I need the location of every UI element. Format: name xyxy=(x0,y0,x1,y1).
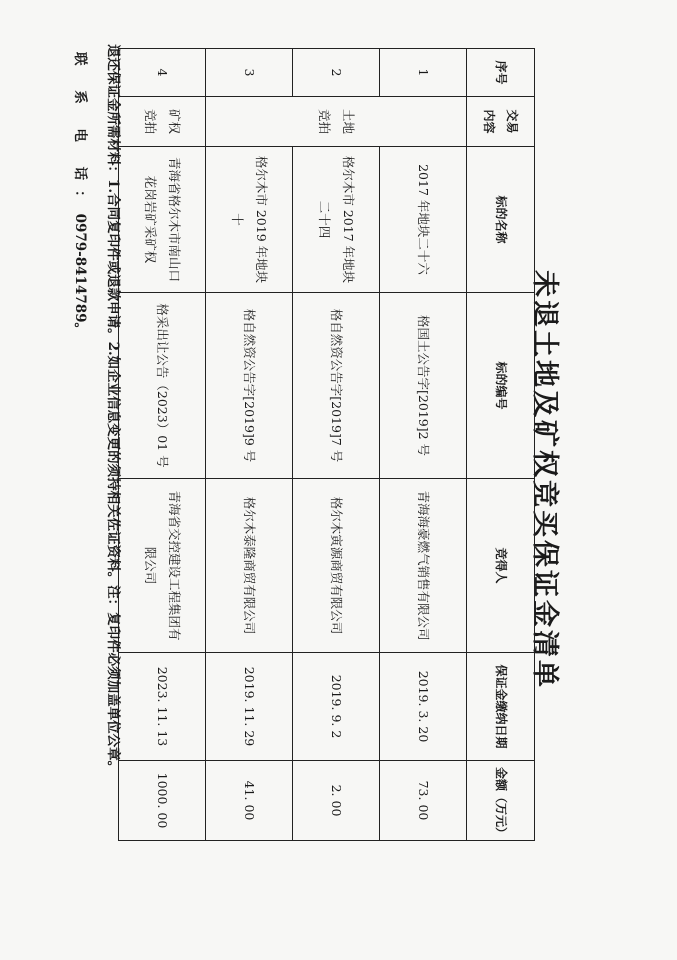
cell-date: 2023. 11. 13 xyxy=(119,653,206,761)
cell-name: 2017 年地块二十六 xyxy=(380,147,467,293)
cell-amount: 41. 00 xyxy=(206,761,293,841)
cell-date: 2019. 11. 29 xyxy=(206,653,293,761)
cell-name: 青海省格尔木市南山口花岗岩矿采矿权 xyxy=(119,147,206,293)
cell-winner: 青海省交控建设工程集团有限公司 xyxy=(119,479,206,653)
cell-number: 格采出让公告（2023）01 号 xyxy=(119,293,206,479)
table-header-row xyxy=(467,49,535,841)
cell-index: 3 xyxy=(206,49,293,97)
table-row xyxy=(293,49,380,841)
cell-winner: 格尔木泰隆商贸有限公司 xyxy=(206,479,293,653)
contact-phone: 0979-8414789。 xyxy=(72,213,88,337)
cell-name: 格尔木市 2019 年地块十 xyxy=(206,147,293,293)
trade-type-land-line1: 土地 xyxy=(340,108,356,134)
cell-index: 1 xyxy=(380,49,467,97)
cell-trade-type-mine xyxy=(119,97,206,147)
cell-winner: 格尔木寅源商贸有限公司 xyxy=(293,479,380,653)
cell-trade-type-land xyxy=(206,97,467,147)
cell-index: 2 xyxy=(293,49,380,97)
bond-table xyxy=(118,48,535,841)
cell-winner: 青海海豪燃气销售有限公司 xyxy=(380,479,467,653)
header-amount: 金额（万元） xyxy=(467,761,535,841)
materials-note: 退还保证金所需材料：1.合同复印件或退款申请。2.如企业信息变更的须持相关佐证资料。注：复印件必须加盖单位公章。 xyxy=(105,44,121,775)
header-number: 标的编号 xyxy=(467,293,535,479)
trade-type-land-line2: 竞拍 xyxy=(317,108,332,134)
header-name: 标的名称 xyxy=(467,147,535,293)
cell-number: 格自然资公告字[2019]9 号 xyxy=(206,293,293,479)
trade-type-mine-line2: 竞拍 xyxy=(143,108,158,134)
cell-date: 2019. 9. 2 xyxy=(293,653,380,761)
header-trade-line1: 交易 xyxy=(505,109,520,134)
table-row xyxy=(206,49,293,841)
cell-index: 4 xyxy=(119,49,206,97)
trade-type-mine-line1: 矿权 xyxy=(166,108,182,134)
header-index: 序号 xyxy=(467,49,535,97)
cell-amount: 1000. 00 xyxy=(119,761,206,841)
contact-line xyxy=(72,52,92,336)
cell-number: 格自然资公告字[2019]7 号 xyxy=(293,293,380,479)
header-date: 保证金缴纳日期 xyxy=(467,653,535,761)
cell-amount: 2. 00 xyxy=(293,761,380,841)
cell-name: 格尔木市 2017 年地块二十四 xyxy=(293,147,380,293)
cell-date: 2019. 3. 20 xyxy=(380,653,467,761)
table-row xyxy=(380,49,467,841)
contact-label: 联 系 电 话： xyxy=(72,52,88,214)
table-row xyxy=(119,49,206,841)
document-title: 未退土地及矿权竞买保证金清单 xyxy=(529,270,560,690)
cell-number: 格国土公告字[2019]2 号 xyxy=(380,293,467,479)
cell-amount: 73. 00 xyxy=(380,761,467,841)
header-winner: 竞得人 xyxy=(467,479,535,653)
header-trade-content xyxy=(467,97,535,147)
header-trade-line2: 内容 xyxy=(482,109,497,134)
